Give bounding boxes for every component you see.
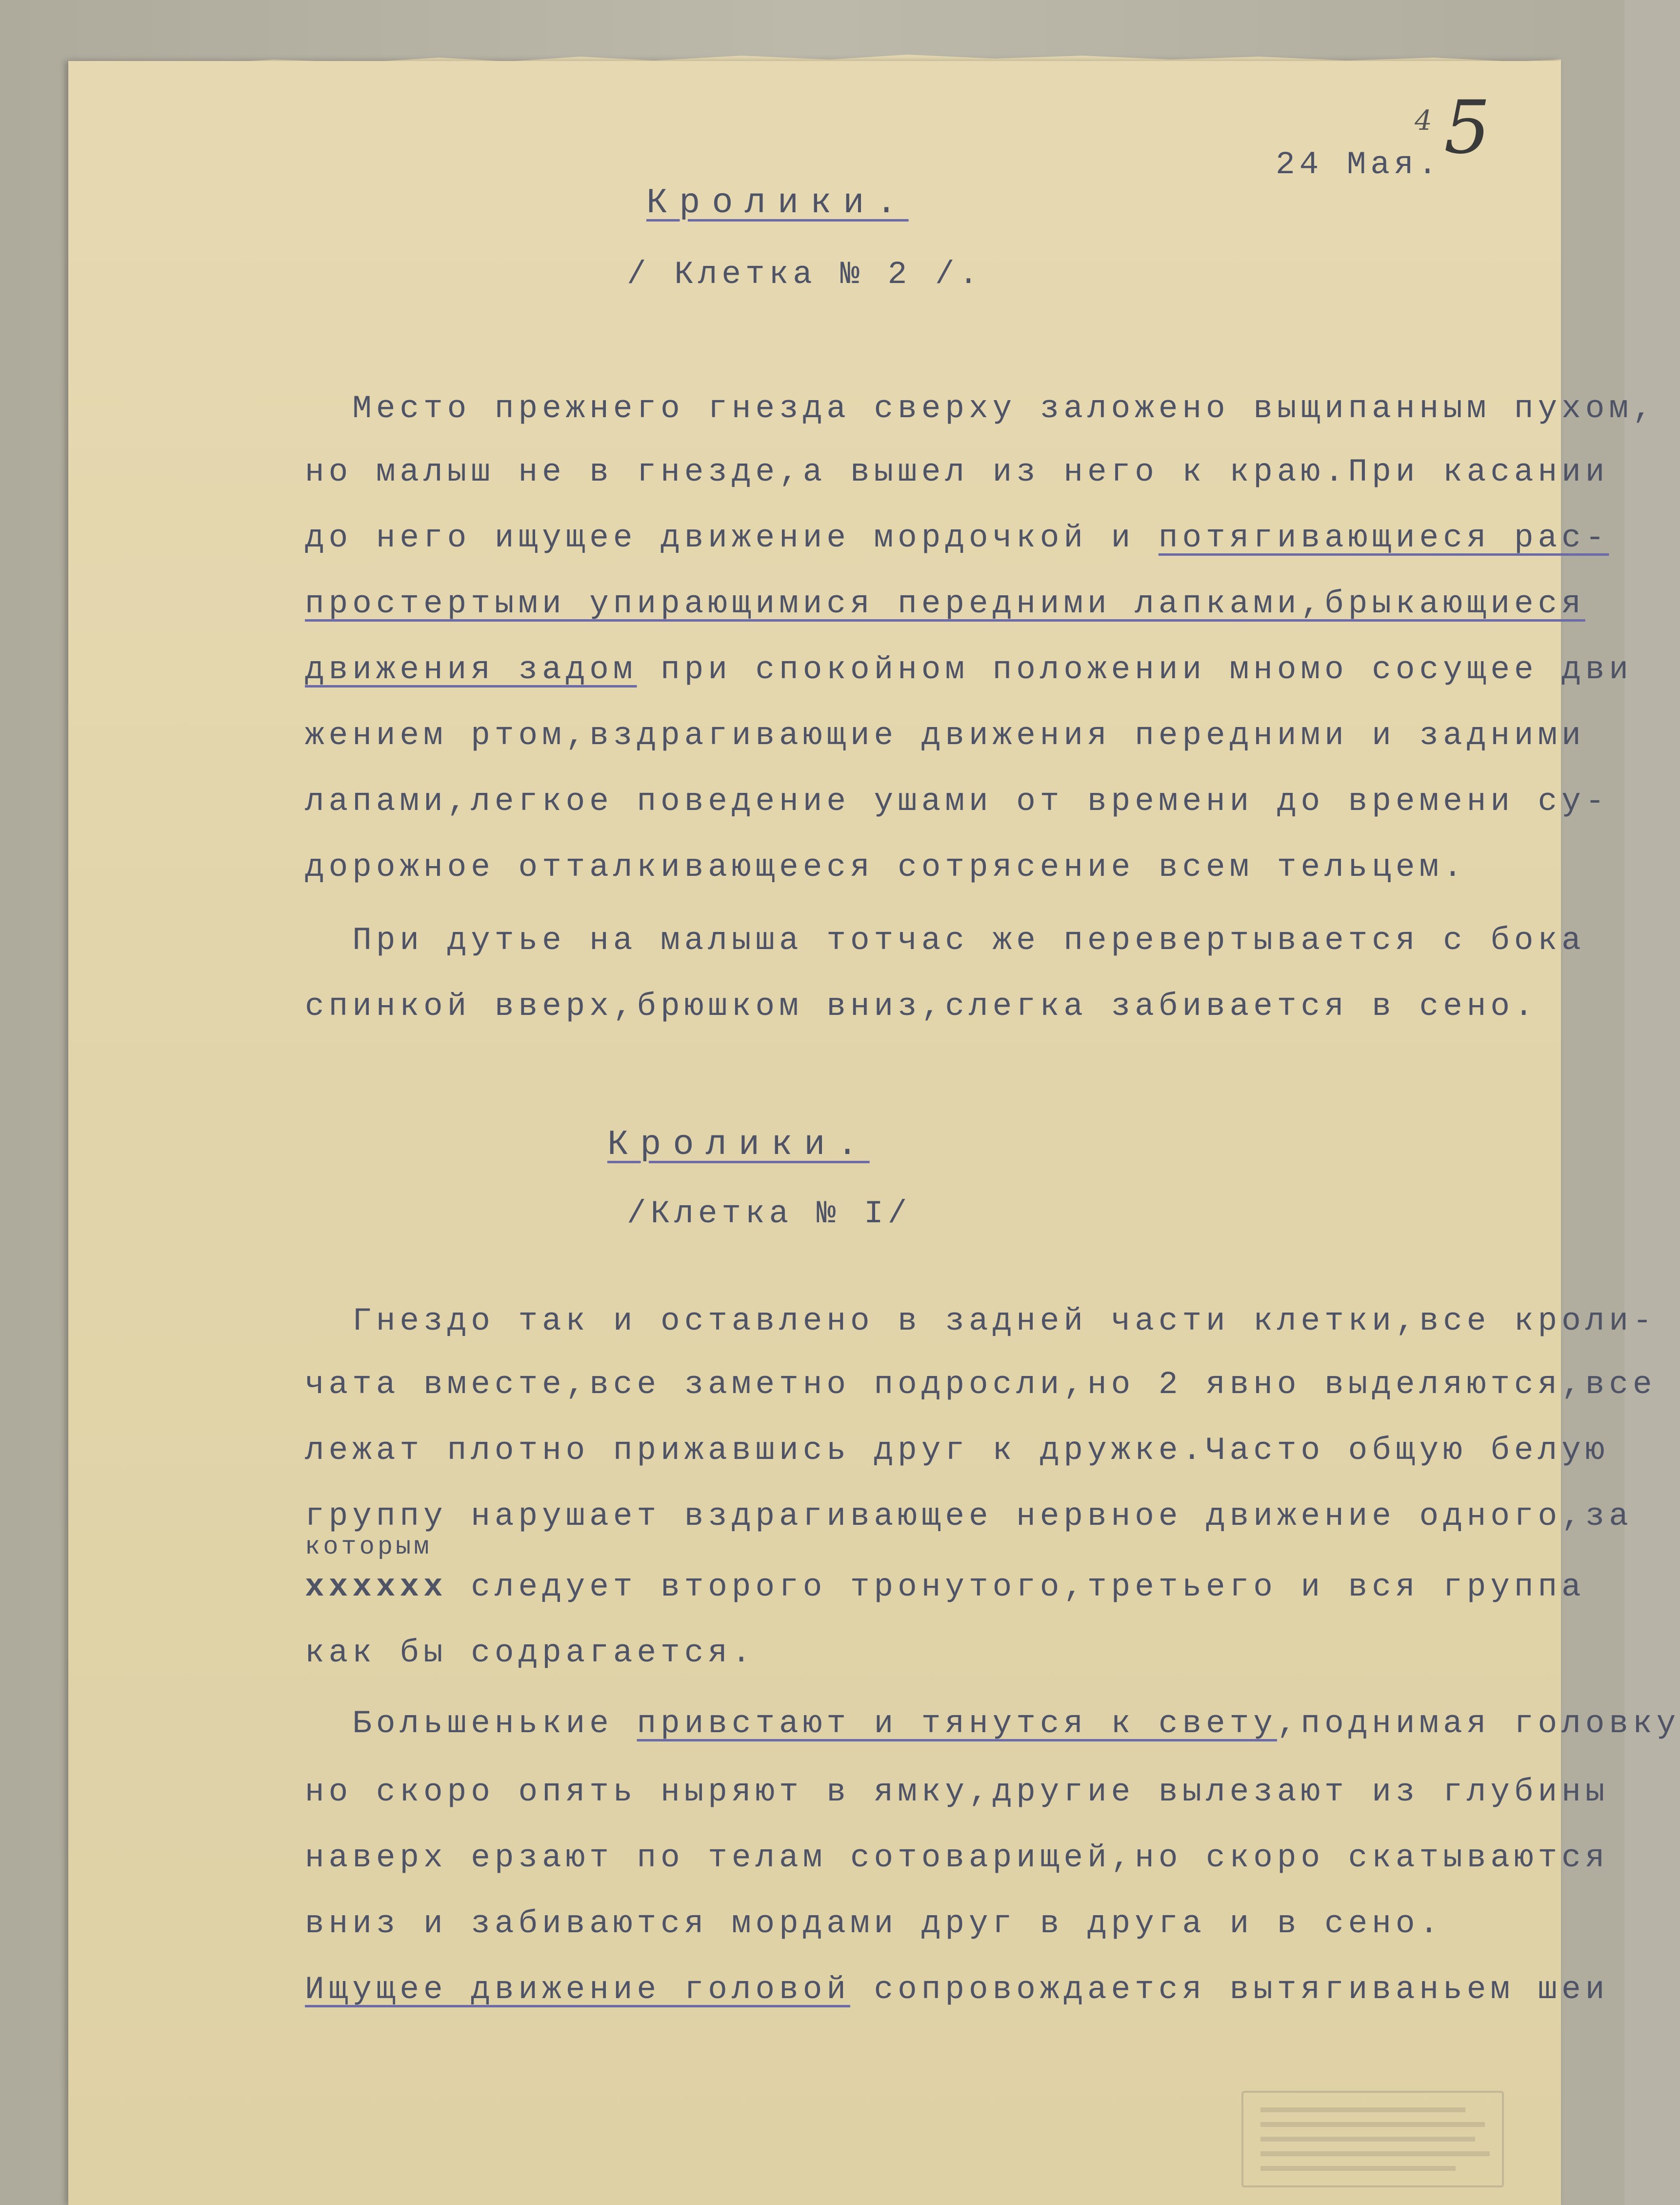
archive-stamp bbox=[1241, 2091, 1504, 2187]
section2-line-5 bbox=[305, 1571, 1585, 1603]
section1-title: Кролики. bbox=[646, 183, 909, 223]
section1-line-7: лапами,легкое поведение ушами от времени до времени су- bbox=[305, 783, 1609, 820]
line5-underlined: движения задом bbox=[305, 651, 637, 688]
section2-line-11 bbox=[305, 1971, 1609, 2008]
section1-line-5 bbox=[305, 651, 1633, 688]
section2-line-2: чата вместе,все заметно подросли,но 2 явно выделяются,все bbox=[305, 1366, 1657, 1403]
section1-line-6: жением ртом,вздрагивающие движения передними и задними bbox=[305, 717, 1585, 754]
line5-rest: при спокойном положении мномо сосущее дви bbox=[637, 651, 1633, 688]
section1-line-8: дорожное отталкивающееся сотрясение всем тельцем. bbox=[305, 849, 1467, 886]
struck-word: xxxxxx bbox=[305, 1569, 447, 1605]
document-date: 24 Мая. bbox=[1276, 146, 1442, 183]
archive-folio-number: 5 bbox=[1444, 85, 1491, 170]
line11-rest: сопровождается вытягиваньем шеи bbox=[850, 1971, 1609, 2008]
line3-underlined: потягивающиеся рас- bbox=[1158, 520, 1609, 556]
archive-folio-old: 4 bbox=[1415, 105, 1432, 137]
section1-line-4 bbox=[305, 588, 1585, 620]
line3-text: до него ищущее движение мордочкой и bbox=[305, 520, 1159, 556]
section2-subtitle: /Клетка № I/ bbox=[627, 1195, 912, 1232]
line11-underlined: Ищущее движение головой bbox=[305, 1971, 850, 2008]
section2-line-6: как бы содрагается. bbox=[305, 1635, 756, 1671]
section2-insert-word: которым bbox=[305, 1533, 432, 1561]
section1-line-3 bbox=[305, 522, 1609, 554]
line7-start: Большенькие bbox=[305, 1705, 637, 1742]
line7-end: ,поднимая головку bbox=[1277, 1705, 1680, 1742]
line4-underlined: простертыми упирающимися передними лапками bbox=[305, 586, 1301, 622]
line5-continued: следует второго тронутого,третьего и вся группа bbox=[447, 1569, 1585, 1605]
section1-line-2: но малыш не в гнезде,а вышел из него к краю.При касании bbox=[305, 454, 1609, 490]
section2-line-4: группу нарушает вздрагивающее нервное движение одного,за bbox=[305, 1498, 1633, 1535]
section2-title: Кролики. bbox=[607, 1125, 870, 1165]
line7-underlined: привстают и тянутся к свету bbox=[637, 1705, 1277, 1742]
section2-line-7 bbox=[305, 1705, 1680, 1742]
section1-line-1: Место прежнего гнезда сверху заложено выщипанным пухом, bbox=[305, 390, 1657, 427]
section1-line-9: При дутье на малыша тотчас же перевертывается с бока bbox=[305, 922, 1585, 959]
section2-line-9: наверх ерзают по телам сотоварищей,но скоро скатываются bbox=[305, 1840, 1609, 1876]
section1-subtitle: / Клетка № 2 /. bbox=[627, 256, 983, 293]
section2-line-3: лежат плотно прижавшись друг к дружке.Часто общую белую bbox=[305, 1432, 1609, 1469]
section2-line-8: но скоро опять ныряют в ямку,другие вылезают из глубины bbox=[305, 1774, 1609, 1810]
section1-line-10: спинкой вверх,брюшком вниз,слегка забивается в сено. bbox=[305, 988, 1538, 1025]
section2-line-10: вниз и забиваются мордами друг в друга и в сено. bbox=[305, 1905, 1443, 1942]
section2-line-1: Гнездо так и оставлено в задней части клетки,все кроли- bbox=[305, 1303, 1657, 1339]
line4-rest: ,брыкающиеся bbox=[1300, 586, 1585, 622]
